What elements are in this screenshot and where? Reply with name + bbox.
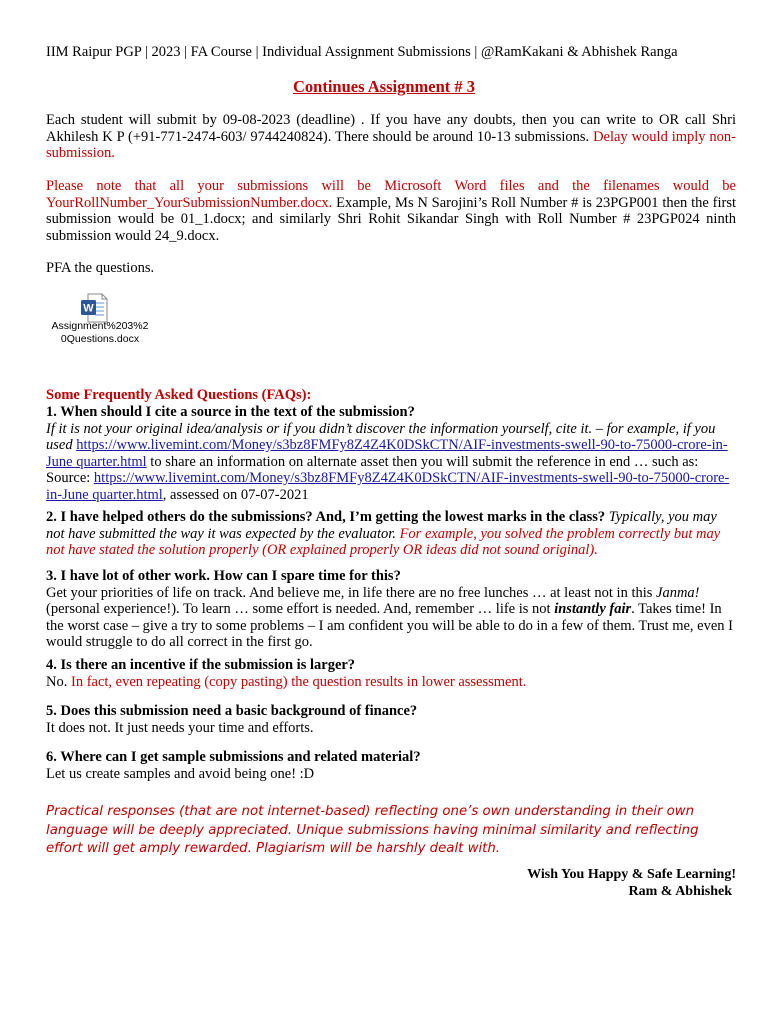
faq-item-2 — [46, 509, 736, 559]
faq-answer-2-example: For example, you solved the problem correctly but may not have stated the solution properly (OR explained properly OR ideas did not sound original). — [46, 525, 721, 558]
attachment-filename-line2: 0Questions.docx — [60, 333, 140, 345]
faq-question-5: 5. Does this submission need a basic background of finance? — [46, 703, 418, 719]
word-document-icon[interactable] — [80, 293, 108, 323]
faq-question-1: 1. When should I cite a source in the text of the submission? — [46, 404, 415, 420]
faq-item-3 — [46, 568, 736, 651]
closing-note: Practical responses (that are not internet-based) reflecting one’s own understanding in their own language will be deeply appreciated. Unique submissions having minimal similarity and reflecting effort will get amply rewarded. Plagiarism will be harshly dealt with. — [46, 804, 699, 856]
faq-item-1 — [46, 404, 736, 503]
faq-answer-4: No. — [46, 673, 68, 690]
naming-example: Example, Ms N Sarojini’s Roll Number # is 23PGP001 then the first submission would be 01_1.docx; and similarly Shri Rohit Sikandar Singh with Roll Number # 23PGP024 ninth submission would 24_9.docx. — [46, 194, 736, 244]
attachment-filename-line1: Assignment%203%2 — [51, 320, 149, 332]
delay-warning: Delay would imply non-submission. — [46, 128, 736, 161]
faq-answer-2: Typically, you may not have submitted the way it was expected by the evaluator. — [46, 509, 717, 542]
faq-answer-4-note: In fact, even repeating (copy pasting) the question results in lower assessment. — [67, 673, 527, 690]
faq-answer-3-janma: Janma! — [656, 584, 700, 601]
faq-item-4 — [46, 657, 736, 690]
faq-answer-3-part1: Get your priorities of life on track. And believe me, in life there are no free lunches … at least not in this — [46, 584, 657, 601]
faq-answer-5: It does not. It just needs your time and efforts. — [46, 719, 314, 736]
intro-text: Each student will submit by 09-08-2023 (deadline) . If you have any doubts, then you can write to OR call Shri Akhilesh K P (+91-771-2474-603/ 9744240824). There should be around 10-13 submissions. — [46, 112, 736, 145]
faq-heading: Some Frequently Asked Questions (FAQs): — [46, 387, 312, 403]
faq-item-6 — [46, 749, 736, 782]
signoff-names: Ram & Abhishek — [628, 884, 732, 899]
pfa-text: PFA the questions. — [46, 260, 155, 276]
faq-answer-3-part3: . Takes time! In the worst case – give a try to some problems – I am confident you will be able to do in a few of them. Trust me, even I would struggle to do all correct in the first go. — [46, 601, 733, 650]
faq-question-4: 4. Is there an incentive if the submission is larger? — [46, 657, 356, 673]
faq-answer-3-part2: (personal experience!). To learn … some effort is needed. And, remember … life is not — [46, 601, 555, 617]
faq-item-5 — [46, 703, 736, 736]
faq-question-6: 6. Where can I get sample submissions and related material? — [46, 749, 421, 765]
faq-question-2: 2. I have helped others do the submissions? And, I’m getting the lowest marks in the class? — [46, 509, 606, 525]
naming-rule: Please note that all your submissions will be Microsoft Word files and the filenames would be YourRollNumber_YourSubmissionNumber.docx. — [46, 178, 736, 211]
faq-answer-6: Let us create samples and avoid being one! :D — [46, 765, 315, 782]
faq-answer-1-tail: , assessed on 07-07-2021 — [162, 486, 309, 503]
naming-paragraph — [46, 178, 736, 244]
attachment-filename[interactable] — [30, 320, 170, 346]
faq-answer-3-emphasis: instantly fair — [554, 601, 632, 617]
word-icon-letter: W — [83, 302, 94, 315]
source-link-1[interactable]: https://www.livemint.com/Money/s3bz8FMFy8Z4Z4K0DSkCTN/AIF-investments-swell-90-to-75000-crore-in-June quarter.html — [46, 437, 728, 470]
document-header: IIM Raipur PGP | 2023 | FA Course | Individual Assignment Submissions | @RamKakani & Abhishek Ranga — [46, 44, 678, 60]
faq-answer-1-intro: If it is not your original idea/analysis or if you didn’t discover the information yourself, cite it. – for example, if you used — [46, 420, 716, 453]
source-link-2[interactable]: https://www.livemint.com/Money/s3bz8FMFy8Z4Z4K0DSkCTN/AIF-investments-swell-90-to-75000-crore-in-June quarter.html — [46, 470, 730, 503]
faq-question-3: 3. I have lot of other work. How can I spare time for this? — [46, 568, 401, 584]
signoff — [527, 866, 736, 900]
page-title: Continues Assignment # 3 — [293, 77, 475, 96]
faq-answer-1-middle: to share an information on alternate asset then you will submit the reference in end … such as: Source: — [46, 453, 699, 486]
signoff-line1: Wish You Happy & Safe Learning! — [527, 867, 736, 882]
intro-paragraph — [46, 112, 736, 162]
